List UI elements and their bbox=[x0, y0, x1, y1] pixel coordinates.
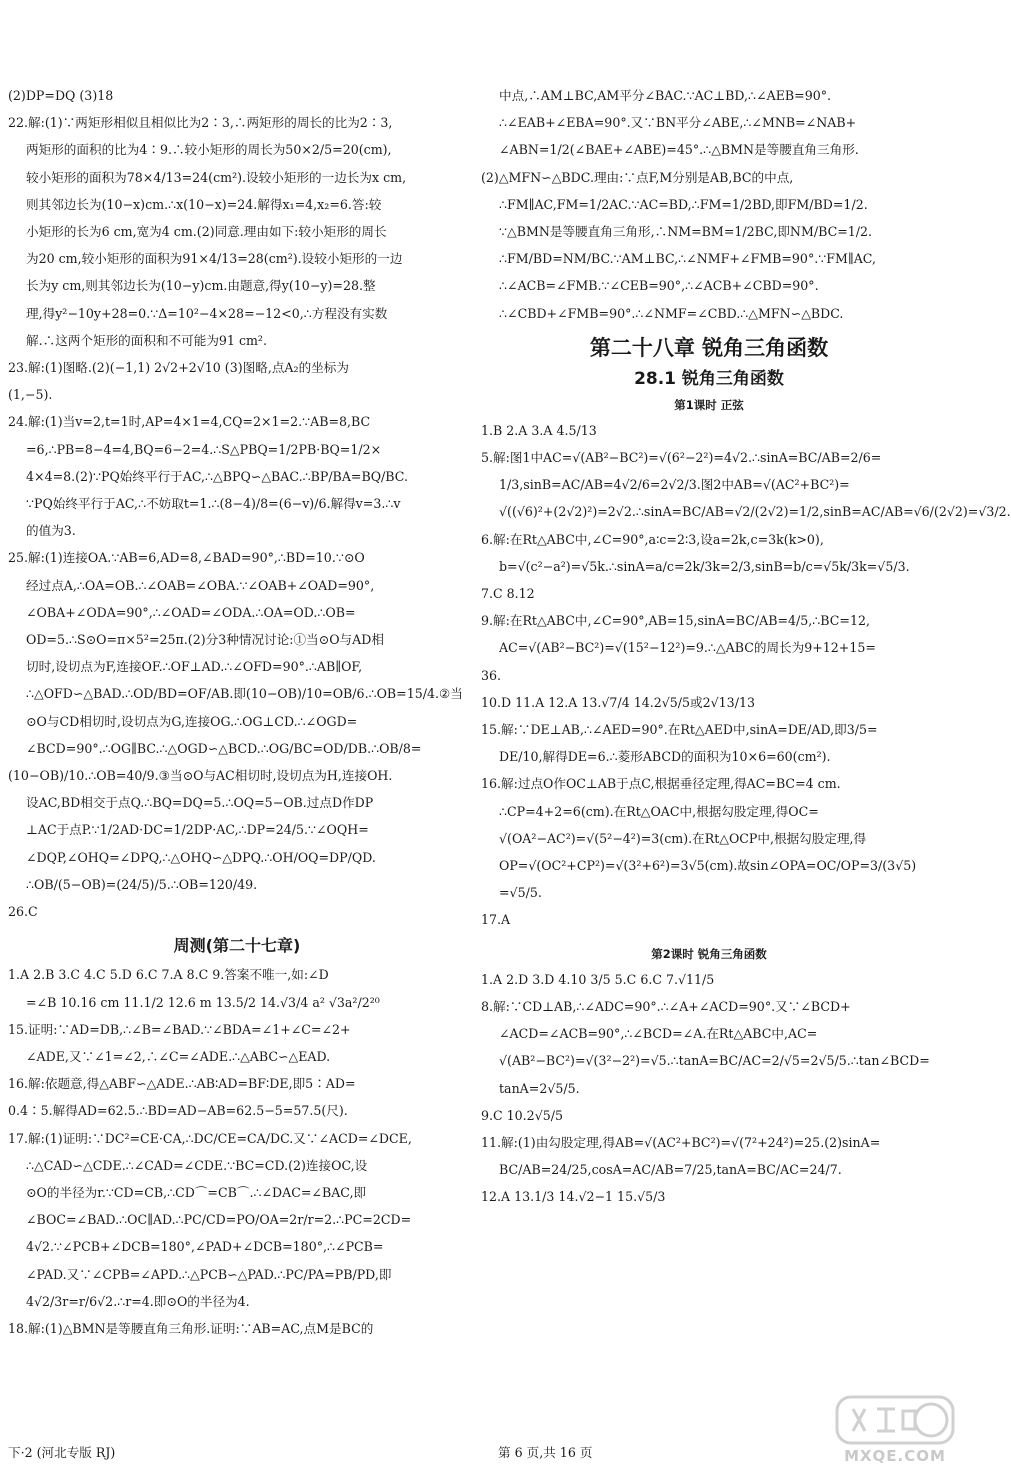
answer-line: ⊙O的半径为r.∵CD=CB,∴CD⌒=CB⌒.∴∠DAC=∠BAC,即 bbox=[26, 1184, 367, 1200]
lesson-1-lines bbox=[481, 417, 1011, 934]
answer-line: 11.解:(1)由勾股定理,得AB=√(AC²+BC²)=√(7²+24²)=25.(2)sinA= bbox=[481, 1134, 881, 1150]
answer-line: 8.解:∵CD⊥AB,∴∠ADC=90°.∴∠A+∠ACD=90°.又∵∠BCD+ bbox=[481, 998, 851, 1014]
lesson-1-heading: 第1课时 正弦 bbox=[674, 397, 744, 412]
answer-line: 9.解:在Rt△ABC中,∠C=90°,AB=15,sinA=BC/AB=4/5,∴BC=12, bbox=[481, 613, 870, 629]
answer-line: 4×4=8.(2)∵PQ始终平行于AC,∴△BPQ∽△BAC.∴BP/BA=BQ/BC. bbox=[26, 468, 408, 484]
answer-line: √((√6)²+(2√2)²)=2√2.∴sinA=BC/AB=√2/(2√2)=1/2,sinB=AC/AB=√6/(2√2)=√3/2. bbox=[499, 504, 1011, 520]
answer-line: 16.解:依题意,得△ABF∽△ADE.∴AB∶AD=BF∶DE,即5∶AD= bbox=[8, 1076, 356, 1092]
answer-line: 中点,∴AM⊥BC,AM平分∠BAC.∵AC⊥BD,∴∠AEB=90°. bbox=[499, 88, 832, 103]
answer-line: ⊥AC于点P.∵1/2AD·DC=1/2DP·AC,∴DP=24/5.∵∠OQH= bbox=[26, 822, 369, 838]
answer-line: 18.解:(1)△BMN是等腰直角三角形.证明:∵AB=AC,点M是BC的 bbox=[8, 1320, 374, 1336]
answer-line: 10.D 11.A 12.A 13.√7/4 14.2√5/5或2√13/13 bbox=[481, 694, 755, 710]
right-continued-lines bbox=[481, 82, 937, 327]
answer-line: 理,得y²−10y+28=0.∵Δ=10²−4×28=−12<0,∴方程没有实数 bbox=[26, 305, 388, 321]
weekly-test-lines bbox=[8, 961, 466, 1342]
answer-line: DE/10,解得DE=6.∴菱形ABCD的面积为10×6=60(cm²). bbox=[499, 749, 831, 765]
answer-line: ⊙O与CD相切时,设切点为G,连接OG.∴OG⊥CD.∴∠OGD= bbox=[26, 713, 358, 729]
answer-line: ∴∠CBD+∠FMB=90°.∴∠NMF=∠CBD.∴△MFN∽△BDC. bbox=[499, 305, 844, 321]
answer-line: ∴∠ACB=∠FMB.∵∠CEB=90°,∴∠ACB+∠CBD=90°. bbox=[499, 278, 819, 294]
answer-line: 5.解:图1中AC=√(AB²−BC²)=√(6²−2²)=4√2.∴sinA=BC/AB=2/6= bbox=[481, 450, 882, 466]
answer-line: 切时,设切点为F,连接OF.∴OF⊥AD.∴∠OFD=90°.∴AB∥OF, bbox=[26, 659, 363, 675]
answer-line: 23.解:(1)图略.(2)(−1,1) 2√2+2√10 (3)图略,点A₂的坐标为 bbox=[8, 360, 349, 376]
left-answer-lines bbox=[8, 82, 466, 925]
answer-line: 的值为3. bbox=[26, 523, 76, 539]
answer-line: ∠BCD=90°.∴OG∥BC.∴△OGD∽△BCD.∴OG/BC=OD/DB.∴OB/8= bbox=[26, 740, 422, 756]
answer-line: ∴OB/(5−OB)=(24/5)/5.∴OB=120/49. bbox=[26, 876, 258, 892]
answer-line: 1.A 2.D 3.D 4.10 3/5 5.C 6.C 7.√11/5 bbox=[481, 971, 715, 987]
lesson-2-heading: 第2课时 锐角三角函数 bbox=[651, 946, 767, 961]
answer-line: =6,∴PB=8−4=4,BQ=6−2=4.∴S△PBQ=1/2PB·BQ=1/2× bbox=[26, 441, 382, 457]
answer-line: ∴∠EAB+∠EBA=90°.又∵BN平分∠ABE,∴∠MNB=∠NAB+ bbox=[499, 115, 857, 131]
answer-line: ∠PAD.又∵∠CPB=∠APD.∴△PCB∽△PAD.∴PC/PA=PB/PD,即 bbox=[26, 1266, 392, 1282]
answer-line: 小矩形的长为6 cm,宽为4 cm.(2)同意.理由如下:较小矩形的周长 bbox=[26, 224, 387, 240]
answer-line: ∴CP=4+2=6(cm).在Rt△OAC中,根据勾股定理,得OC= bbox=[499, 803, 819, 819]
answer-line: 36. bbox=[481, 667, 502, 683]
answer-line: ∵PQ始终平行于AC,∴不妨取t=1.∴(8−4)/8=(6−v)/6.解得v=3.∴v bbox=[26, 496, 401, 512]
watermark-site: MXQE.COM bbox=[844, 1447, 946, 1465]
answer-line: 经过点A,∴OA=OB.∴∠OAB=∠OBA.∵∠OAB+∠OAD=90°, bbox=[26, 577, 375, 593]
answer-line: OP=√(OC²+CP²)=√(3²+6²)=3√5(cm).故sin∠OPA=OC/OP=3/(3√5) bbox=[499, 858, 917, 874]
answer-line: 设AC,BD相交于点Q.∴BQ=DQ=5.∴OQ=5−OB.过点D作DP bbox=[26, 795, 374, 811]
answer-line: 解.∴这两个矩形的面积和不可能为91 cm². bbox=[26, 332, 267, 348]
answer-line: 16.解:过点O作OC⊥AB于点C,根据垂径定理,得AC=BC=4 cm. bbox=[481, 776, 841, 792]
footer-book-label: 下·2 (河北专版 RJ) bbox=[8, 1445, 116, 1460]
answer-line: 9.C 10.2√5/5 bbox=[481, 1107, 563, 1123]
answer-line: ∴△OFD∽△BAD.∴OD/BD=OF/AB.即(10−OB)/10=OB/6.∴OB=15/4.②当 bbox=[26, 686, 463, 702]
answer-line: AC=√(AB²−BC²)=√(15²−12²)=9.∴△ABC的周长为9+12+15= bbox=[499, 640, 876, 656]
answer-line: 12.A 13.1/3 14.√2−1 15.√5/3 bbox=[481, 1189, 666, 1205]
answer-line: 1/3,sinB=AC/AB=4√2/6=2√2/3.图2中AB=√(AC²+BC²)= bbox=[499, 477, 850, 493]
lesson-2-lines bbox=[481, 966, 937, 1211]
answer-line: 1.B 2.A 3.A 4.5/13 bbox=[481, 422, 597, 438]
answer-line: OD=5.∴S⊙O=π×5²=25π.(2)分3种情况讨论:①当⊙O与AD相 bbox=[26, 632, 384, 648]
answer-line: 两矩形的面积的比为4∶9.∴较小矩形的周长为50×2/5=20(cm), bbox=[26, 142, 392, 158]
weekly-test-heading: 周测(第二十七章) bbox=[173, 936, 301, 956]
answer-line: ∠ABN=1/2(∠BAE+∠ABE)=45°.∴△BMN是等腰直角三角形. bbox=[499, 142, 859, 158]
answer-line: 1.A 2.B 3.C 4.C 5.D 6.C 7.A 8.C 9.答案不唯一,如:∠D bbox=[8, 967, 329, 983]
answer-line: ∠ADE,又∵∠1=∠2,∴∠C=∠ADE.∴△ABC∽△EAD. bbox=[26, 1048, 331, 1064]
answer-line: ∠BOC=∠BAD.∴OC∥AD.∴PC/CD=PO/OA=2r/r=2.∴PC=2CD= bbox=[26, 1212, 412, 1228]
answer-line: b=√(c²−a²)=√5k.∴sinA=a/c=2k/3k=2/3,sinB=b/c=√5k/3k=√5/3. bbox=[499, 558, 910, 574]
answer-line: 7.C 8.12 bbox=[481, 586, 535, 602]
answer-line: ∠DQP,∠OHQ=∠DPQ,∴△OHQ∽△DPQ.∴OH/OQ=DP/QD. bbox=[26, 849, 376, 865]
answer-line: (2)△MFN∽△BDC.理由:∵点F,M分别是AB,BC的中点, bbox=[481, 169, 794, 185]
answer-line: 25.解:(1)连接OA.∵AB=6,AD=8,∠BAD=90°,∴BD=10.∵⊙O bbox=[8, 550, 365, 566]
answer-line: BC/AB=24/25,cosA=AC/AB=7/25,tanA=BC/AC=24/7. bbox=[499, 1162, 842, 1178]
footer-page-number: 第 6 页,共 16 页 bbox=[498, 1445, 593, 1460]
answer-line: 26.C bbox=[8, 904, 38, 920]
answer-line: 22.解:(1)∵两矩形相似且相似比为2∶3,∴两矩形的周长的比为2∶3, bbox=[8, 115, 393, 131]
answer-line: tanA=2√5/5. bbox=[499, 1080, 580, 1096]
site-watermark bbox=[800, 1395, 990, 1467]
answer-line: (10−OB)/10.∴OB=40/9.③当⊙O与AC相切时,设切点为H,连接OH. bbox=[8, 768, 393, 784]
answer-line: 15.解:∵DE⊥AB,∴∠AED=90°.在Rt△AED中,sinA=DE/AD,即3/5= bbox=[481, 722, 878, 738]
answer-line: √(OA²−AC²)=√(5²−4²)=3(cm).在Rt△OCP中,根据勾股定理,得 bbox=[499, 830, 867, 846]
answer-line: ∠OBA+∠ODA=90°,∴∠OAD=∠ODA.∴OA=OD.∴OB= bbox=[26, 604, 356, 620]
left-column bbox=[8, 82, 466, 1342]
answer-line: 4√2/3r=r/6√2.∴r=4.即⊙O的半径为4. bbox=[26, 1293, 250, 1309]
answer-line: ∴FM/BD=NM/BC.∵AM⊥BC,∴∠NMF+∠FMB=90°.∵FM∥AC, bbox=[499, 251, 876, 267]
answer-line: 较小矩形的面积为78×4/13=24(cm²).设较小矩形的一边长为x cm, bbox=[26, 169, 407, 185]
answer-line: 17.A bbox=[481, 912, 511, 928]
answer-line: 0.4∶5.解得AD=62.5.∴BD=AD−AB=62.5−5=57.5(尺). bbox=[8, 1103, 348, 1119]
answer-line: 长为y cm,则其邻边长为(10−y)cm.由题意,得y(10−y)=28.整 bbox=[26, 278, 376, 294]
answer-line: 24.解:(1)当v=2,t=1时,AP=4×1=4,CQ=2×1=2.∵AB=8,BC bbox=[8, 414, 371, 430]
answer-line: 则其邻边长为(10−x)cm.∴x(10−x)=24.解得x₁=4,x₂=6.答:较 bbox=[26, 196, 382, 212]
watermark-logo-icon bbox=[835, 1395, 955, 1445]
answer-line: √(AB²−BC²)=√(3²−2²)=√5.∴tanA=BC/AC=2/√5=2√5/5.∴tan∠BCD= bbox=[499, 1053, 930, 1069]
answer-line: =∠B 10.16 cm 11.1/2 12.6 m 13.5/2 14.√3/4 a² √3a²/2²⁰ bbox=[26, 994, 380, 1010]
answer-line: =√5/5. bbox=[499, 885, 542, 901]
answer-line: 为20 cm,较小矩形的面积为91×4/13=28(cm²).设较小矩形的一边 bbox=[26, 251, 403, 267]
answer-line: (1,−5). bbox=[8, 387, 53, 403]
right-column bbox=[481, 82, 1011, 1211]
answer-line: ∵△BMN是等腰直角三角形,∴NM=BM=1/2BC,即NM/BC=1/2. bbox=[499, 224, 873, 240]
answer-line: ∴△CAD∽△CDE.∴∠CAD=∠CDE.∵BC=CD.(2)连接OC,设 bbox=[26, 1157, 368, 1173]
answer-line: (2)DP=DQ (3)18 bbox=[8, 88, 114, 103]
answer-line: 15.证明:∵AD=DB,∴∠B=∠BAD.∵∠BDA=∠1+∠C=∠2+ bbox=[8, 1021, 351, 1037]
answer-line: 6.解:在Rt△ABC中,∠C=90°,a∶c=2∶3,设a=2k,c=3k(k>0), bbox=[481, 531, 824, 547]
section-heading: 28.1 锐角三角函数 bbox=[634, 368, 784, 389]
answer-line: 17.解:(1)证明:∵DC²=CE·CA,∴DC/CE=CA/DC.又∵∠ACD=∠DCE, bbox=[8, 1130, 412, 1146]
chapter-heading: 第二十八章 锐角三角函数 bbox=[589, 335, 829, 360]
answer-line: 4√2.∵∠PCB+∠DCB=180°,∠PAD+∠DCB=180°,∴∠PCB= bbox=[26, 1239, 384, 1255]
answer-line: ∴FM∥AC,FM=1/2AC.∵AC=BD,∴FM=1/2BD,即FM/BD=1/2. bbox=[499, 196, 868, 212]
answer-line: ∠ACD=∠ACB=90°,∴∠BCD=∠A.在Rt△ABC中,AC= bbox=[499, 1026, 818, 1042]
